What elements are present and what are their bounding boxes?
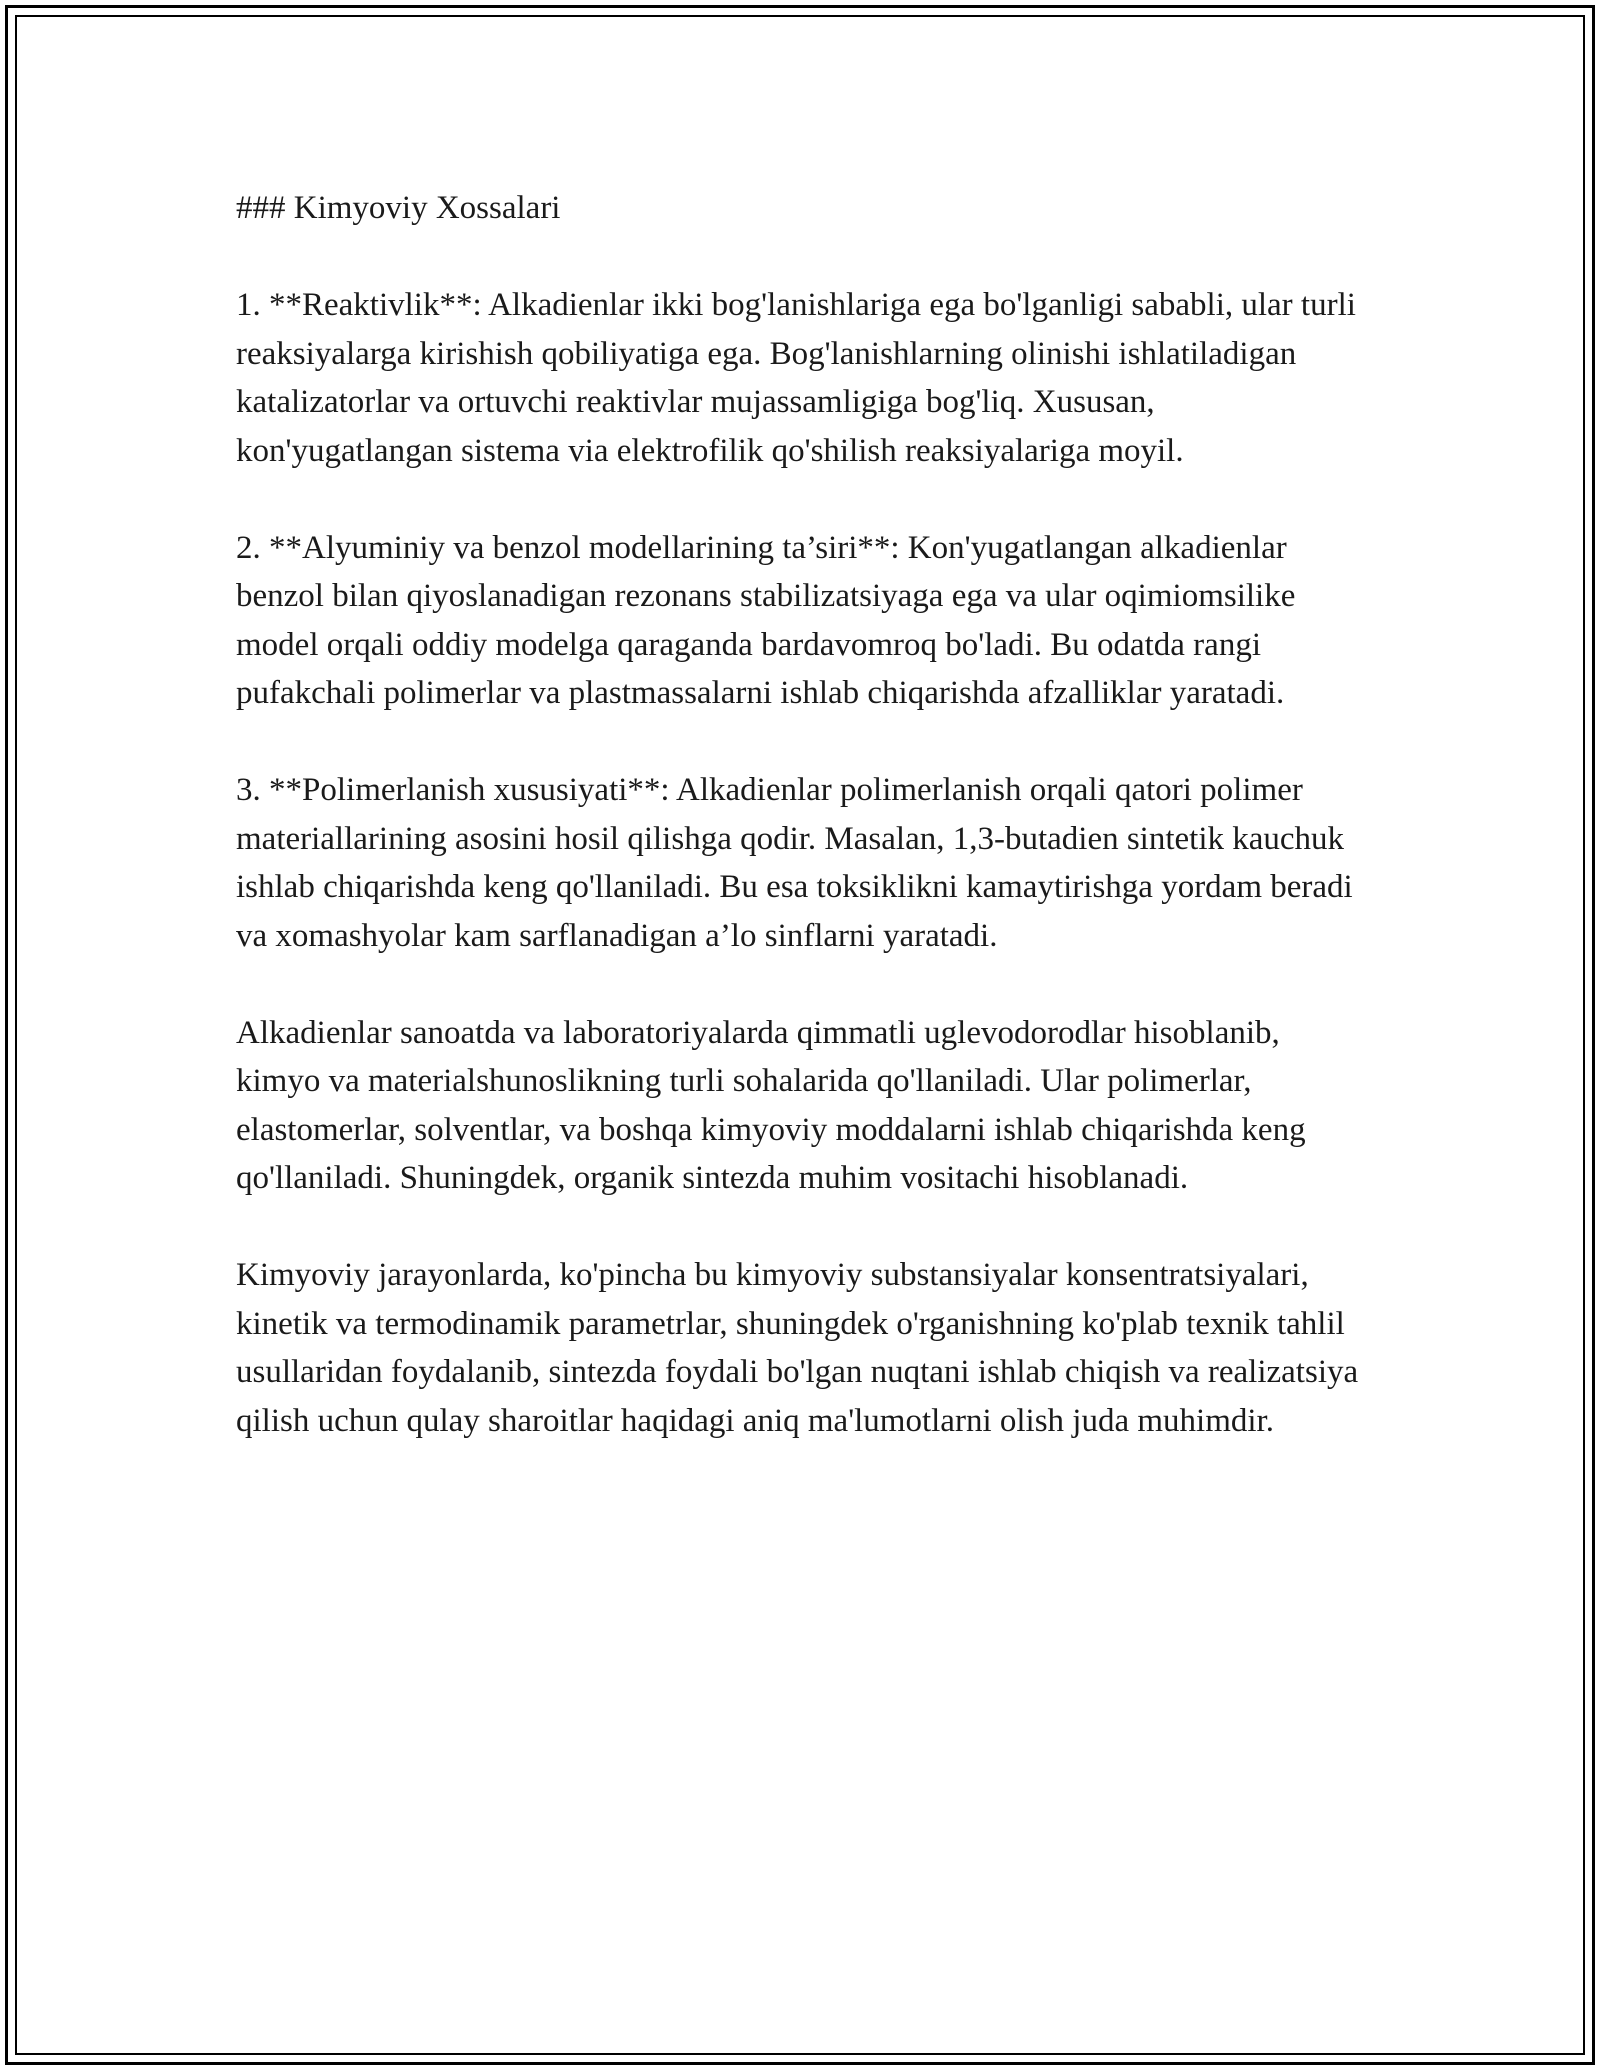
paragraph-reactivity: 1. **Reaktivlik**: Alkadienlar ikki bog'lanishlariga ega bo'lganligi sababli, ular turli reaksiyalarga kirishish qobiliyatiga ega. Bog'lanishlarning olinishi ishlatiladigan katalizatorlar va ortuvchi reaktivlar mujassamligiga bog'liq. Xususan, kon'yugatlangan sistema via elektrofilik qo'shilish reaksiyalariga moyil.: [236, 287, 1356, 469]
paragraph-industry-use: Alkadienlar sanoatda va laboratoriyalarda qimmatli uglevodorodlar hisoblanib, kimyo va materialshunoslikning turli sohalarida qo'llaniladi. Ular polimerlar, elastomerlar, solventlar, va boshqa kimyoviy moddalarni ishlab chiqarishda keng qo'llaniladi. Shuningdek, organik sintezda muhim vositachi hisoblanadi.: [236, 1014, 1306, 1196]
document-body: [236, 184, 1366, 1494]
section-heading: ### Kimyoviy Xossalari: [236, 190, 561, 226]
paragraph-polymerization: 3. **Polimerlanish xususiyati**: Alkadienlar polimerlanish orqali qatori polimer materiallarining asosini hosil qilishga qodir. Masalan, 1,3-butadien sintetik kauchuk ishlab chiqarishda keng qo'llaniladi. Bu esa toksiklikni kamaytirishga yordam beradi va xomashyolar kam sarflanadigan a’lo sinflarni yaratadi.: [236, 772, 1353, 954]
paragraph-chemical-processes: Kimyoviy jarayonlarda, ko'pincha bu kimyoviy substansiyalar konsentratsiyalari, kinetik va termodinamik parametrlar, shuningdek o'rganishning ko'plab texnik tahlil usullaridan foydalanib, sintezda foydali bo'lgan nuqtani ishlab chiqish va realizatsiya qilish uchun qulay sharoitlar haqidagi aniq ma'lumotlarni olish juda muhimdir.: [236, 1257, 1359, 1439]
paragraph-benzene-models: 2. **Alyuminiy va benzol modellarining ta’siri**: Kon'yugatlangan alkadienlar benzol bilan qiyoslanadigan rezonans stabilizatsiyaga ega va ular oqimiomsilike model orqali oddiy modelga qaraganda bardavomroq bo'ladi. Bu odatda rangi pufakchali polimerlar va plastmassalarni ishlab chiqarishda afzalliklar yaratadi.: [236, 529, 1296, 711]
